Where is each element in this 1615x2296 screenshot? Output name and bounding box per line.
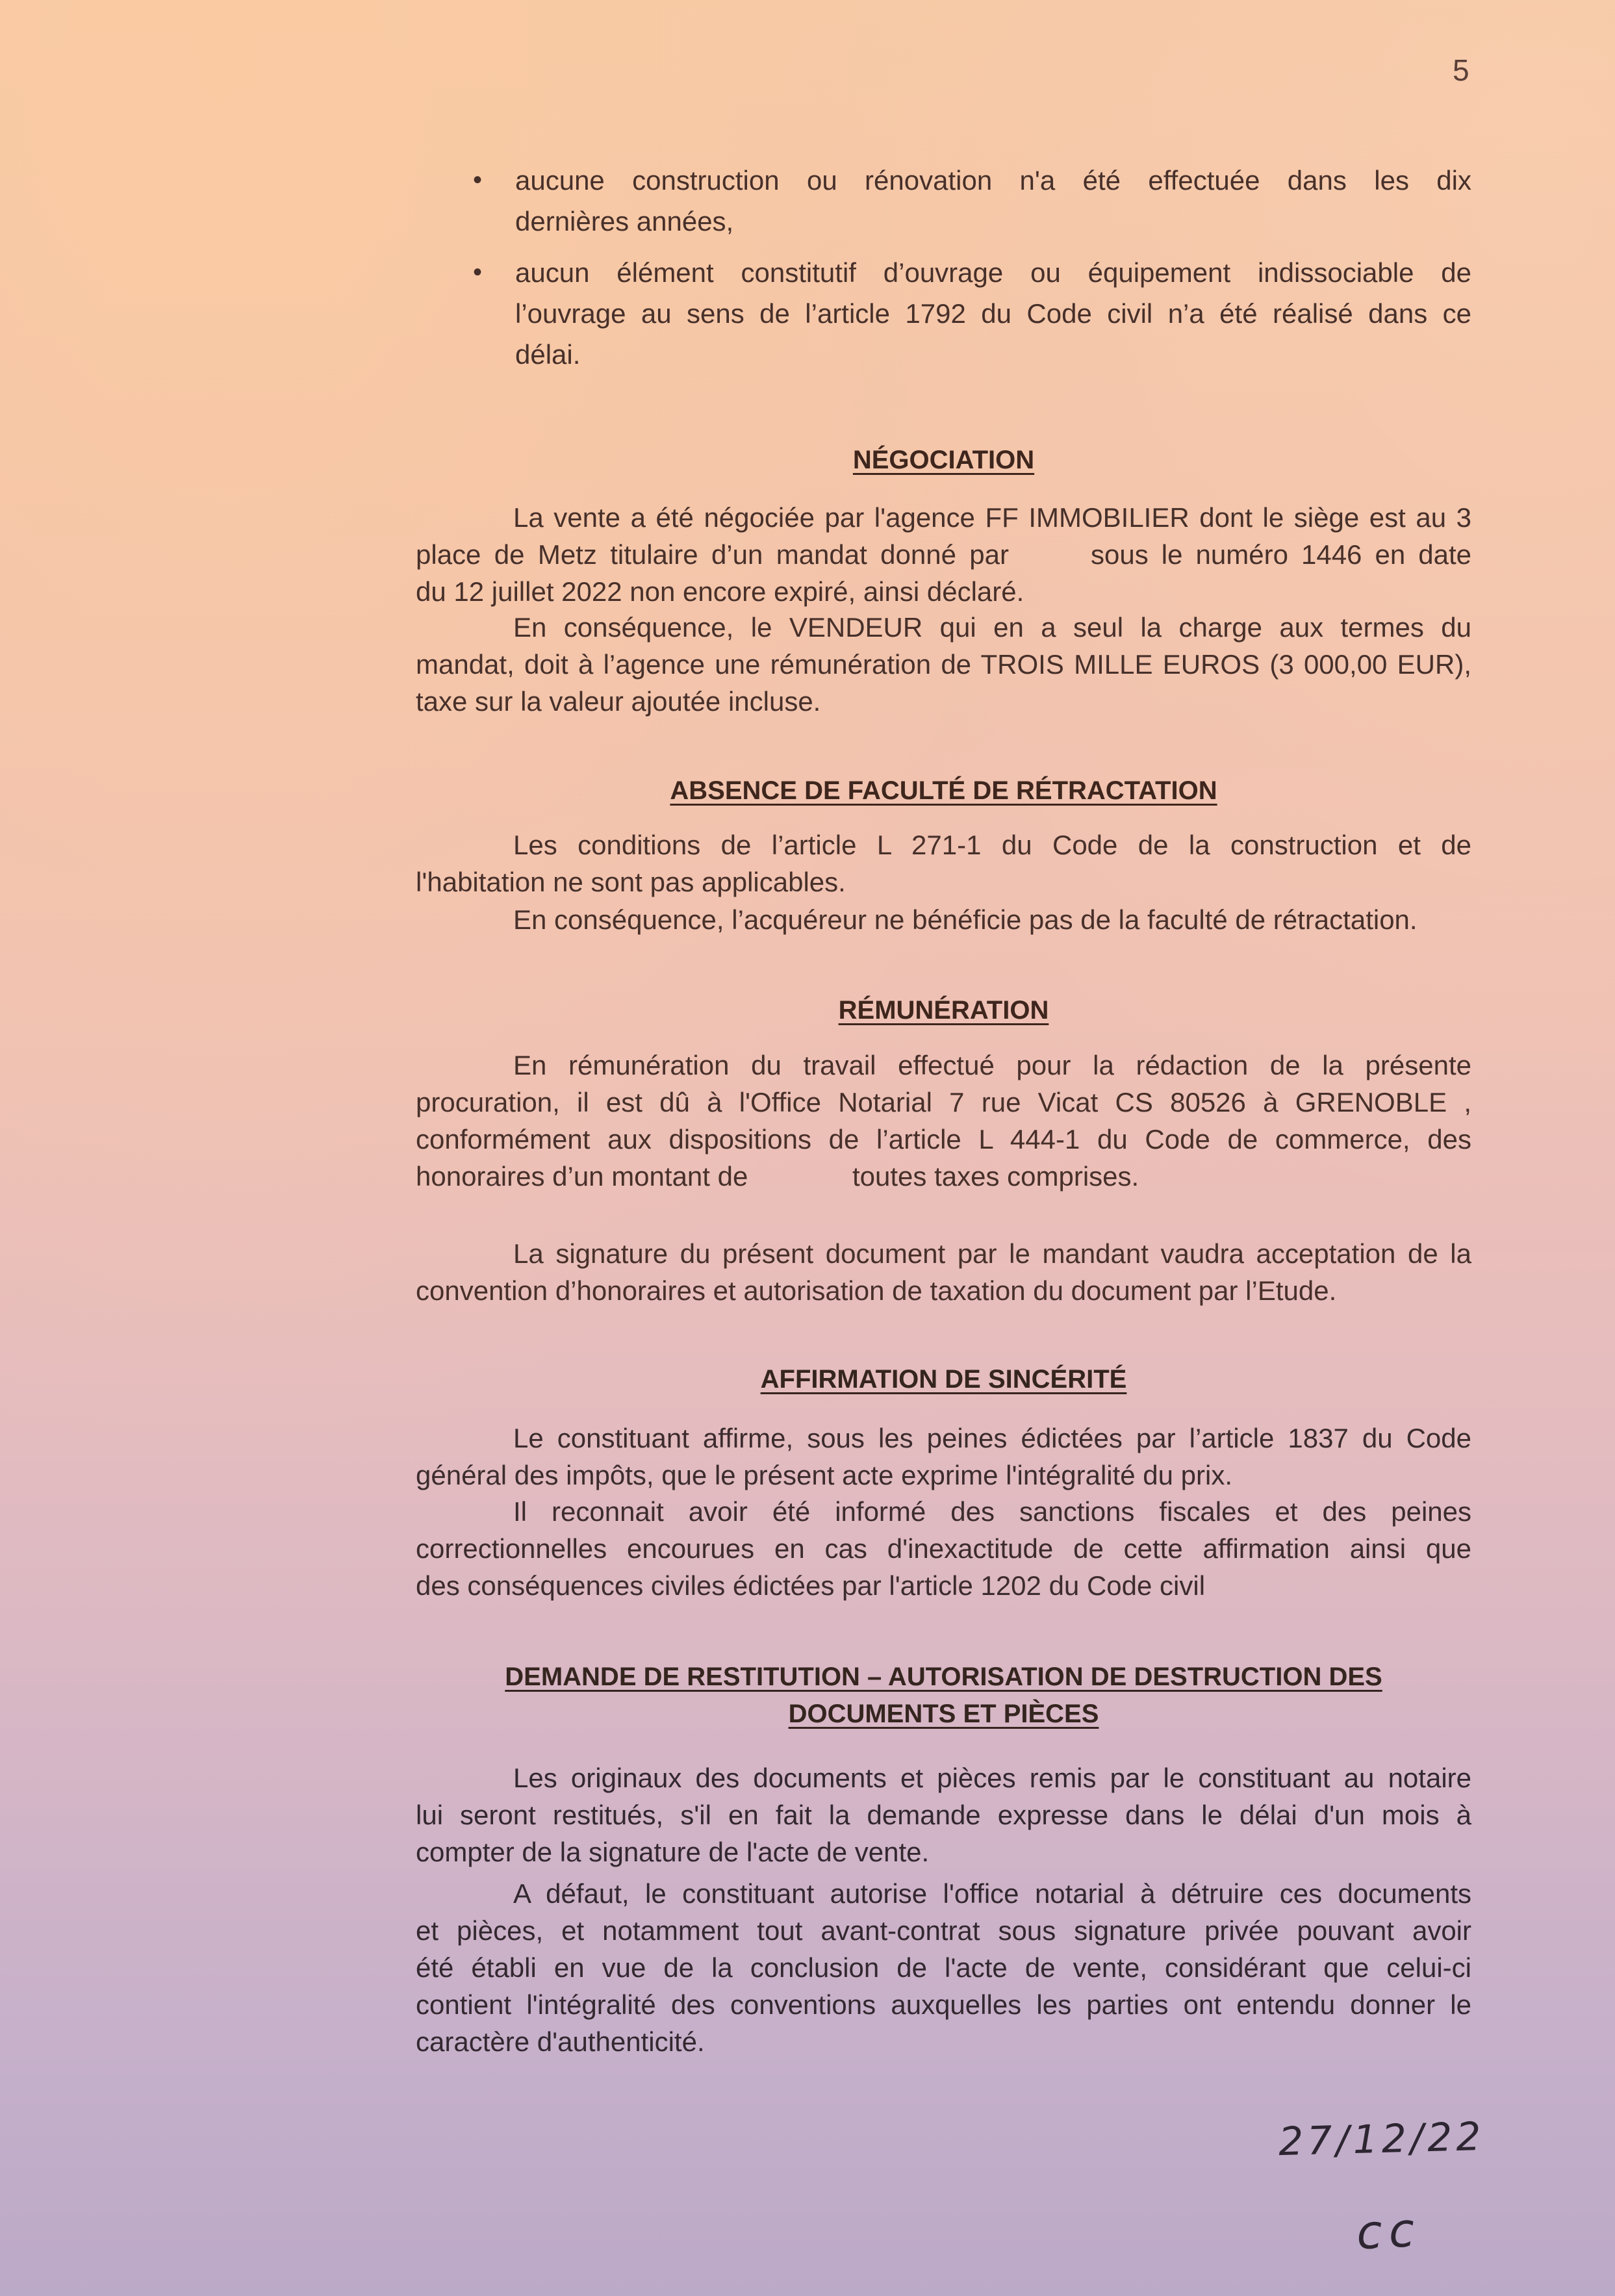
paragraph-line: convention d’honoraires et autorisation de taxation du document par l’Etude. bbox=[416, 1275, 1337, 1306]
remuneration-paragraph-2 bbox=[416, 1235, 1471, 1309]
paragraph-line: A défaut, le constituant autorise l'office notarial à détruire ces documents bbox=[513, 1878, 1471, 1909]
paragraph-line: procuration, il est dû à l'Office Notarial 7 rue Vicat CS 80526 à GRENOBLE , bbox=[416, 1087, 1471, 1117]
paragraph-line: Il reconnait avoir été informé des sanctions fiscales et des peines bbox=[513, 1496, 1471, 1527]
paragraph-line: dernières années, bbox=[515, 206, 734, 236]
heading-line bbox=[416, 1696, 1471, 1733]
paragraph-line: conformément aux dispositions de l’article L 444-1 du Code de commerce, des bbox=[416, 1124, 1471, 1154]
heading-text: NÉGOCIATION bbox=[852, 446, 1035, 474]
section-heading-remuneration bbox=[416, 992, 1471, 1029]
section-heading-absence-retractation bbox=[416, 772, 1471, 810]
bullet-text bbox=[515, 252, 1471, 375]
bullet-text bbox=[515, 160, 1471, 242]
text-segment: sous le numéro 1446 en date bbox=[1091, 539, 1471, 570]
paragraph-line: taxe sur la valeur ajoutée incluse. bbox=[416, 686, 821, 717]
handwritten-date: 27/12/22 bbox=[1278, 2113, 1486, 2165]
paragraph-line: Les conditions de l’article L 271-1 du Code de la construction et de bbox=[513, 830, 1471, 860]
paragraph-line: l'habitation ne sont pas applicables. bbox=[416, 867, 846, 897]
paragraph-line: caractère d'authenticité. bbox=[416, 2026, 705, 2057]
bullet-dot-icon: • bbox=[473, 166, 483, 194]
absence-paragraph-2 bbox=[416, 901, 1471, 938]
heading-text: DEMANDE DE RESTITUTION – AUTORISATION DE DESTRUCTION DES bbox=[505, 1663, 1382, 1691]
paragraph-line: aucune construction ou rénovation n'a été effectuée dans les dix bbox=[515, 165, 1471, 196]
paragraph-line: et pièces, et notamment tout avant-contrat sous signature privée pouvant avoir bbox=[416, 1915, 1471, 1946]
paragraph-line: délai. bbox=[515, 339, 581, 370]
heading-text: DOCUMENTS ET PIÈCES bbox=[788, 1700, 1099, 1728]
paragraph-line: du 12 juillet 2022 non encore expiré, ainsi déclaré. bbox=[416, 576, 1024, 607]
paragraph-line: correctionnelles encourues en cas d'inexactitude de cette affirmation ainsi que bbox=[416, 1533, 1471, 1564]
paragraph-line: La signature du présent document par le mandant vaudra acceptation de la bbox=[513, 1238, 1471, 1269]
paragraph-line bbox=[416, 536, 1471, 573]
paragraph-line: l’ouvrage au sens de l’article 1792 du Code civil n’a été réalisé dans ce bbox=[515, 298, 1471, 329]
section-heading-affirmation bbox=[416, 1361, 1471, 1398]
paragraph-line: des conséquences civiles édictées par l'article 1202 du Code civil bbox=[416, 1570, 1206, 1601]
page-number: 5 bbox=[1453, 53, 1469, 87]
handwritten-initials: cc bbox=[1354, 2202, 1423, 2260]
paragraph-line: compter de la signature de l'acte de vente. bbox=[416, 1837, 930, 1867]
paragraph-line: lui seront restitués, s'il en fait la demande expresse dans le délai d'un mois à bbox=[416, 1800, 1471, 1830]
remuneration-paragraph-1 bbox=[416, 1047, 1471, 1195]
section-heading-demande-restitution bbox=[416, 1659, 1471, 1733]
text-segment: honoraires d’un montant de bbox=[416, 1161, 748, 1192]
demande-paragraph-2 bbox=[416, 1875, 1471, 2060]
bullet-dot-icon: • bbox=[473, 258, 483, 287]
paragraph-line: été établi en vue de la conclusion de l'acte de vente, considérant que celui-ci bbox=[416, 1952, 1471, 1983]
paragraph-line: En conséquence, l’acquéreur ne bénéficie pas de la faculté de rétractation. bbox=[513, 904, 1418, 935]
negociation-paragraph-2 bbox=[416, 609, 1471, 720]
paragraph-line: contient l'intégralité des conventions auxquelles les parties ont entendu donner le bbox=[416, 1989, 1471, 2020]
heading-text: RÉMUNÉRATION bbox=[838, 996, 1049, 1025]
paragraph-line: Les originaux des documents et pièces remis par le constituant au notaire bbox=[513, 1763, 1471, 1793]
text-segment: toutes taxes comprises. bbox=[852, 1161, 1139, 1192]
affirmation-paragraph-2 bbox=[416, 1493, 1471, 1604]
paragraph-line: Le constituant affirme, sous les peines édictées par l’article 1837 du Code bbox=[513, 1423, 1471, 1453]
heading-text: ABSENCE DE FACULTÉ DE RÉTRACTATION bbox=[670, 776, 1217, 805]
paragraph-line: En conséquence, le VENDEUR qui en a seul la charge aux termes du bbox=[513, 612, 1471, 643]
text-segment: place de Metz titulaire d’un mandat donné par bbox=[416, 539, 1009, 570]
paragraph-line bbox=[416, 1158, 1471, 1195]
negociation-paragraph-1 bbox=[416, 499, 1471, 610]
heading-text: AFFIRMATION DE SINCÉRITÉ bbox=[760, 1365, 1127, 1394]
heading-line bbox=[416, 1659, 1471, 1696]
affirmation-paragraph-1 bbox=[416, 1420, 1471, 1494]
paragraph-line: général des impôts, que le présent acte exprime l'intégralité du prix. bbox=[416, 1460, 1233, 1490]
demande-paragraph-1 bbox=[416, 1759, 1471, 1870]
section-heading-negociation bbox=[416, 442, 1471, 479]
paragraph-line: aucun élément constitutif d’ouvrage ou équipement indissociable de bbox=[515, 257, 1471, 288]
paragraph-line: En rémunération du travail effectué pour la rédaction de la présente bbox=[513, 1050, 1471, 1080]
absence-paragraph-1 bbox=[416, 826, 1471, 900]
paragraph-line: mandat, doit à l’agence une rémunération de TROIS MILLE EUROS (3 000,00 EUR), bbox=[416, 649, 1471, 680]
paragraph-line: La vente a été négociée par l'agence FF IMMOBILIER dont le siège est au 3 bbox=[513, 502, 1471, 533]
